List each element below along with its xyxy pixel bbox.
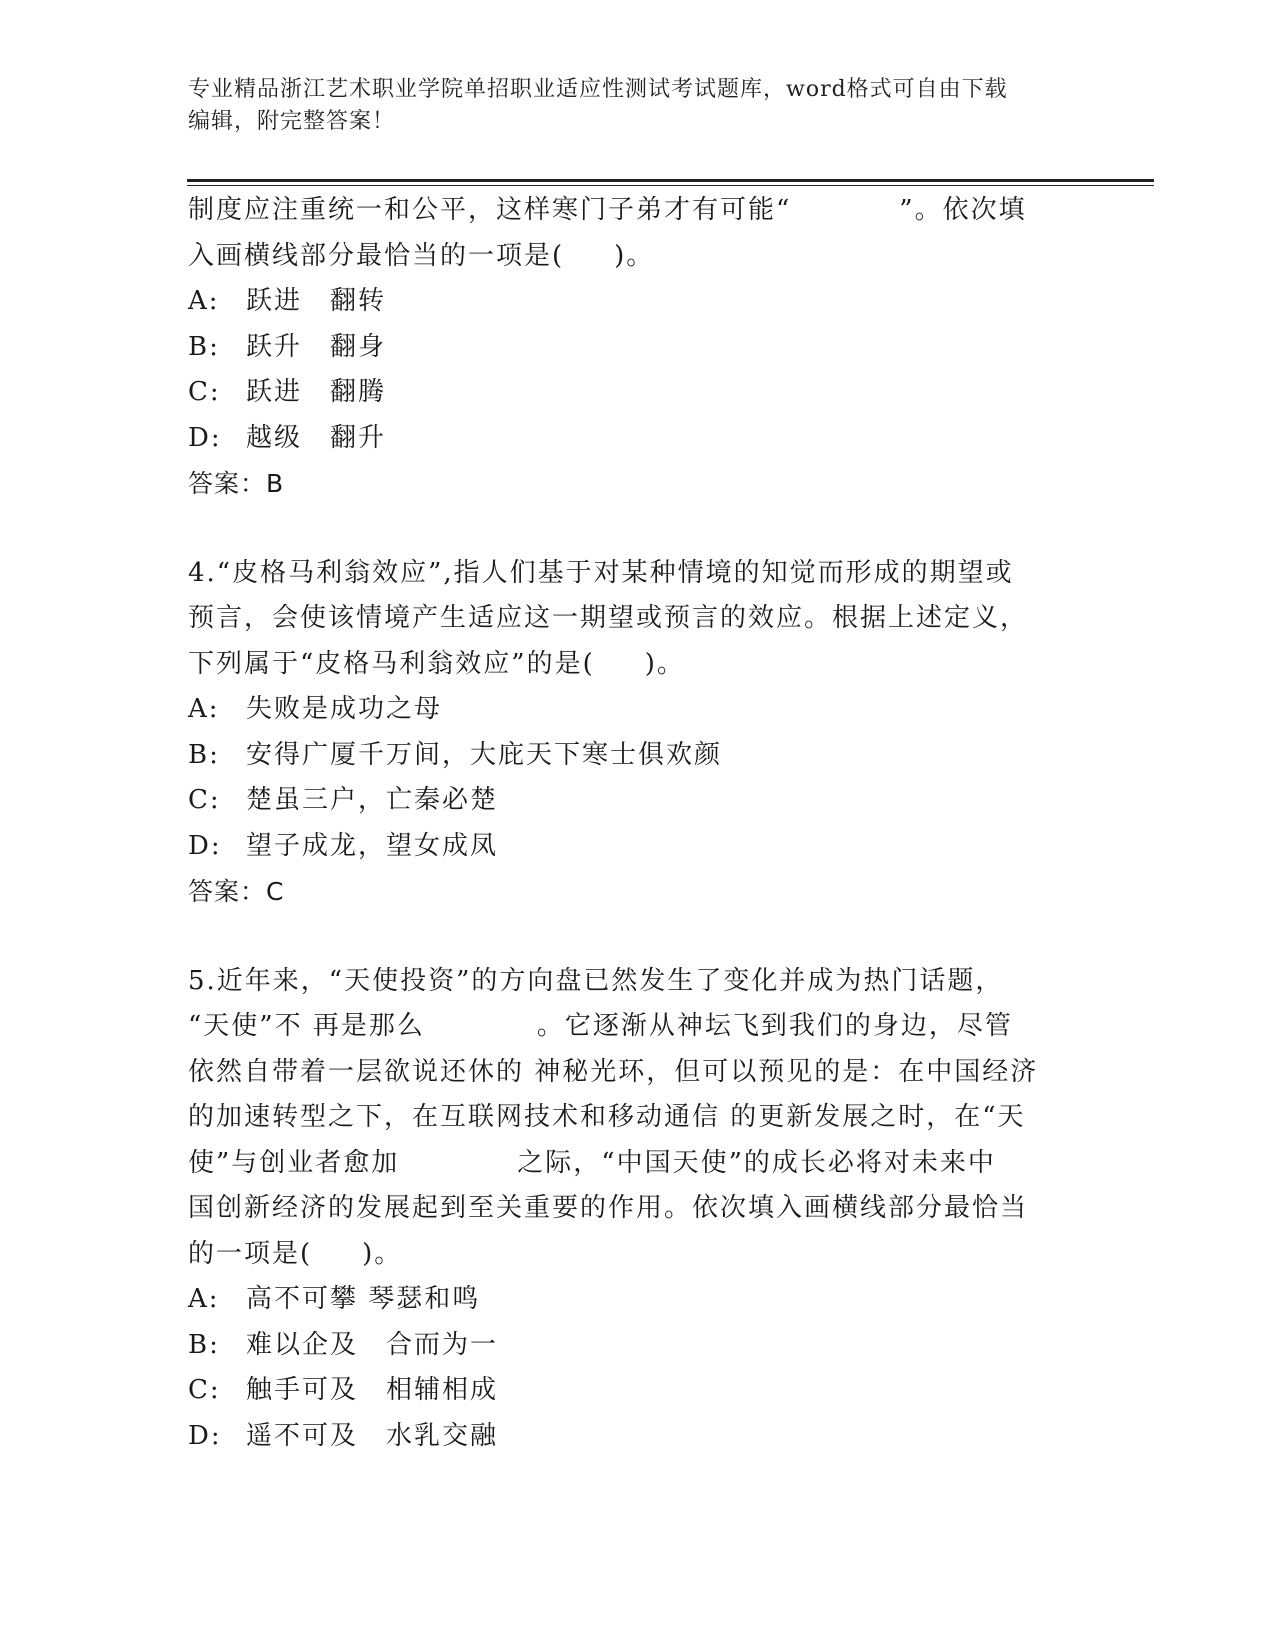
question-5-options [188, 1277, 1088, 1459]
option-c: C: 跃进 翻腾 [188, 377, 387, 407]
option-b: B: 安得广厦千万间，大庇天下寒士俱欢颜 [188, 739, 723, 770]
option-a: A: 失败是成功之母 [188, 694, 443, 724]
question-5 [188, 959, 1088, 1460]
header-rule-thick [187, 179, 1154, 182]
option-b: B: 跃升 翻身 [188, 331, 387, 362]
question-3-options [188, 279, 1088, 461]
question-3-answer: 答案：B [188, 469, 285, 498]
option-d: D: 越级 翻升 [188, 422, 387, 453]
question-5-stem: 5.近年来，“天使投资”的方向盘已然发生了变化并成为热门话题， “天使”不 再是那么 。它逐渐从神坛飞到我们的身边，尽管 依然自带着一层欲说还休的 神秘光环，但可以预见的是：在中国经济 的加速转型之下，在互联网技术和移动通信 的更新发展之时，在“天 使”与创业者愈加 之际，“中国天使”的成长必将对未来中 国创新经济的发展起到至关重要的作用。依次填入画横线部分最恰当 的一项是( )。 [188, 965, 1039, 1269]
document-body [188, 188, 1088, 1459]
header-line-2: 编辑，附完整答案！ [188, 109, 396, 134]
question-4-stem: 4.“皮格马利翁效应”,指人们基于对某种情境的知觉而形成的期望或 预言，会使该情境产生适应这一期望或预言的效应。根据上述定义， 下列属于“皮格马利翁效应”的是( )。 [188, 557, 1029, 679]
header-rule-thin [187, 185, 1154, 186]
spacer [188, 507, 1088, 551]
question-4-options [188, 687, 1088, 869]
option-a: A: 高不可攀 琴瑟和鸣 [188, 1284, 481, 1314]
document-header [188, 74, 1068, 138]
option-a: A: 跃进 翻转 [188, 286, 387, 316]
question-4-answer: 答案：C [188, 877, 285, 906]
option-d: D: 望子成龙，望女成凤 [188, 830, 499, 861]
header-line-1: 专业精品浙江艺术职业学院单招职业适应性测试考试题库，word格式可自由下载 [188, 77, 1008, 102]
option-c: C: 楚虽三户，亡秦必楚 [188, 785, 499, 815]
question-4 [188, 551, 1088, 915]
question-3 [188, 188, 1088, 507]
spacer [188, 915, 1088, 959]
option-d: D: 遥不可及 水乳交融 [188, 1420, 499, 1451]
option-c: C: 触手可及 相辅相成 [188, 1375, 499, 1405]
question-3-stem: 制度应注重统一和公平，这样寒门子弟才有可能“ ”。依次填 入画横线部分最恰当的一项是( )。 [188, 195, 1027, 271]
option-b: B: 难以企及 合而为一 [188, 1329, 499, 1360]
